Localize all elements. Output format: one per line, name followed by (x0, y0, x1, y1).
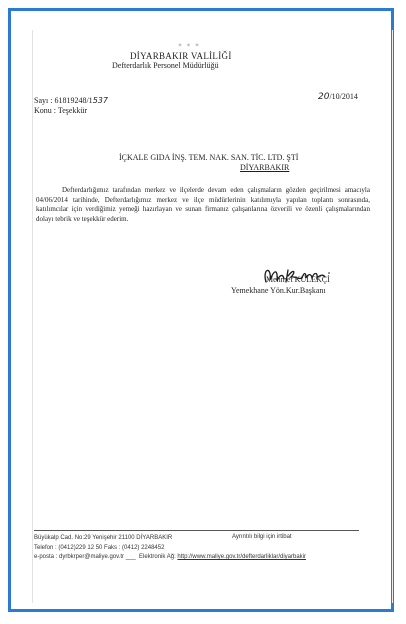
document-date (318, 92, 358, 102)
footer-web-link[interactable]: http://www.maliye.gov.tr/defterdarliklar/diyarbakir (177, 554, 307, 560)
reference-number (34, 96, 108, 105)
footer-divider (34, 530, 359, 531)
footer-info: Ayrıntılı bilgi için irtibat (232, 534, 292, 540)
date-rest: /10/2014 (329, 92, 358, 101)
footer-phone: Telefon : (0412)229 12 50 Faks : (0412) 2248452 (34, 545, 165, 551)
footer-contact (34, 554, 306, 560)
signatory-name: Mehmet KÜLEKÇİ (266, 275, 330, 284)
institution-title: DİYARBAKIR VALİLİĞİ (130, 51, 232, 61)
sayi-handwritten: 537 (92, 96, 108, 105)
footer-web-label: Elektronik Ağ: (139, 554, 176, 560)
footer-email-blank: ___ (125, 554, 136, 560)
sayi-value: : 61819248/1 (50, 96, 93, 105)
recipient-city: DİYARBAKIR (240, 163, 290, 172)
footer-address: Büyükalp Cad. No:29 Yenişehir 21100 DİYARBAKIR (34, 535, 173, 541)
konu-label: Konu (34, 106, 52, 115)
document-page (32, 30, 393, 603)
emblem-icon: ✶ ✶ ✶ (177, 43, 201, 49)
recipient-company: İÇKALE GIDA İNŞ. TEM. NAK. SAN. TİC. LTD. ŞTİ (119, 153, 299, 162)
footer-email: e-posta : dyrbkrper@maliye.gov.tr (34, 554, 125, 560)
konu-value: : Teşekkür (53, 106, 88, 115)
date-handwritten-day: 20 (318, 92, 330, 102)
letter-body: Defterdarlığımız tarafından merkez ve ilçelerde devam eden çalışmaların gözden geçirilmesi amacıyla 04/06/2014 tarihinde, Defterdarlığımız merkez ve ilçe müdürlerinin katılımıyla yapılan toplantı sonrasında, katılımcılar için verdiğimiz yemeği hazırlayan ve sunan firmanız çalışanlarına özverili ve özenli çalışmalarından dolayı tebrik ve teşekkür ederim. (36, 186, 370, 223)
department-title: Defterdarlık Personel Müdürlüğü (112, 61, 219, 70)
subject (34, 106, 87, 115)
sayi-label: Sayı (34, 96, 49, 105)
signatory-title: Yemekhane Yön.Kur.Başkanı (231, 286, 326, 295)
